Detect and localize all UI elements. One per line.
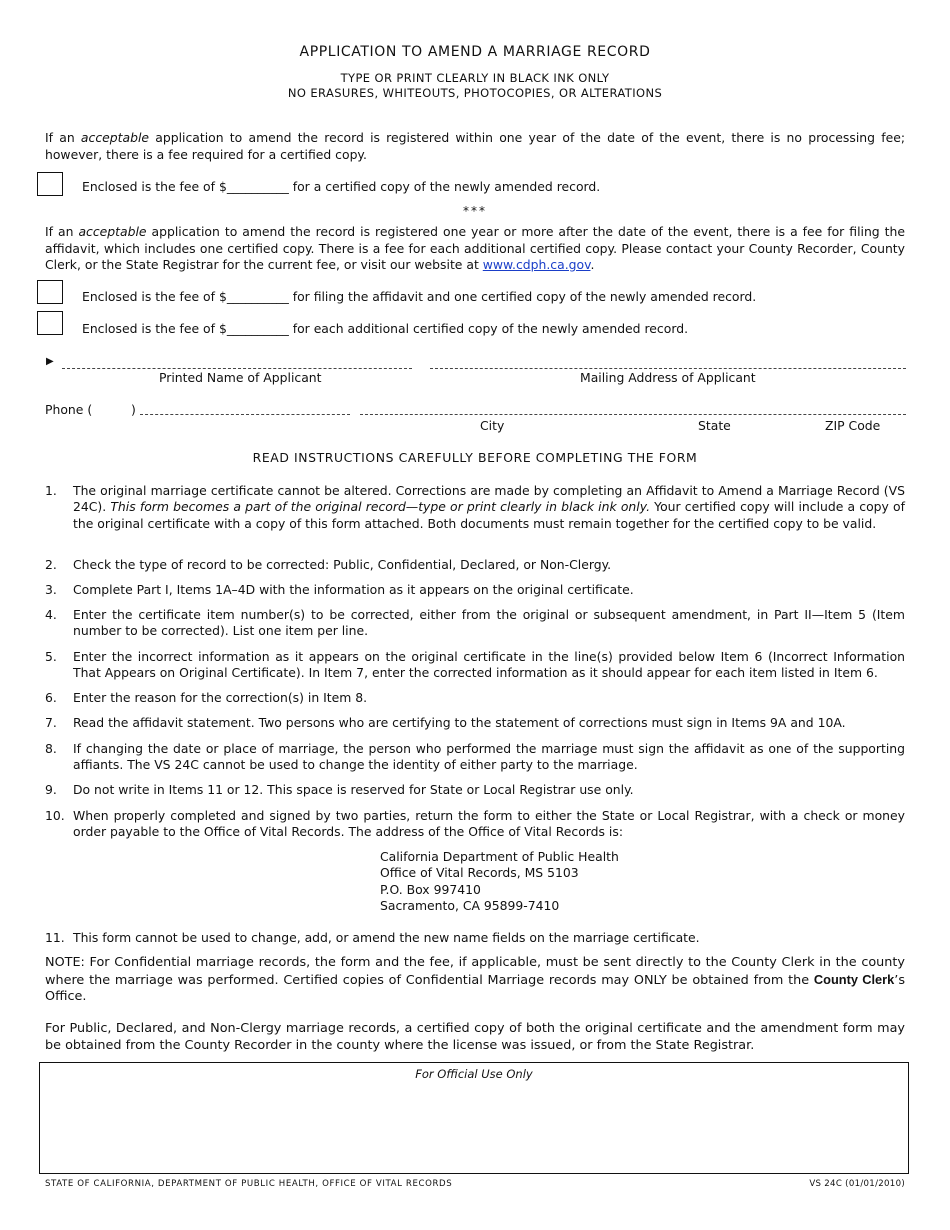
fee-label-additional-copy: Enclosed is the fee of $__________ for each additional certified copy of the newly amended record. (82, 321, 689, 336)
form-title: APPLICATION TO AMEND A MARRIAGE RECORD (299, 44, 651, 60)
instruction-item: 8. If changing the date or place of marriage, the person who performed the marriage must sign the affidavit as one of the supporting affiants. The VS 24C cannot be used to change the identity of either party to the marriage. (45, 741, 905, 773)
city-state-zip-field[interactable] (360, 414, 906, 415)
instruction-item: 3. Complete Part I, Items 1A–4D with the information as it appears on the original certificate. (45, 582, 634, 597)
fee-paragraph-after-year: If an acceptable application to amend the record is registered one year or more after the date of the event, there is a fee for filing the affidavit, which includes one certified copy. There is a fee for each additional certified copy. Please contact your County Recorder, County Clerk, or the State Registrar for the current fee, or visit our website at www.cdph.ca.gov. (45, 224, 905, 272)
phone-field[interactable] (140, 414, 350, 415)
note-confidential: NOTE: For Confidential marriage records, the form and the fee, if applicable, must be sent directly to the County Clerk in the county where the marriage was performed. Certified copies of Confidential Marriage records may ONLY be obtained from the County Clerk’s Office. (45, 955, 906, 1004)
fee-checkbox-certified-copy[interactable] (37, 172, 63, 196)
footer-form-number: VS 24C (01/01/2010) (809, 1179, 905, 1189)
instruction-item: 9. Do not write in Items 11 or 12. This space is reserved for State or Local Registrar use only. (45, 782, 634, 797)
instruction-item: 10. When properly completed and signed by two parties, return the form to either the State or Local Registrar, with a check or money order payable to the Office of Vital Records. The address of the Office of Vital Records is: (45, 808, 905, 840)
official-use-label: For Official Use Only (415, 1067, 533, 1081)
arrow-icon: ▶ (46, 356, 54, 367)
instruction-item: 4. Enter the certificate item number(s) to be corrected, either from the original or subsequent amendment, in Part II—Item 5 (Item number to be corrected). List one item per line. (45, 607, 905, 639)
zip-label: ZIP Code (825, 418, 881, 433)
address-line: P.O. Box 997410 (380, 881, 481, 897)
instruction-item: 2. Check the type of record to be corrected: Public, Confidential, Declared, or Non-Clergy. (45, 557, 612, 572)
separator-stars: *** (463, 204, 487, 218)
subtitle-ink: TYPE OR PRINT CLEARLY IN BLACK INK ONLY (340, 71, 610, 85)
printed-name-field[interactable] (62, 368, 412, 369)
instruction-item: 7. Read the affidavit statement. Two persons who are certifying to the statement of corrections must sign in Items 9A and 10A. (45, 715, 846, 730)
instruction-item: 6. Enter the reason for the correction(s) in Item 8. (45, 690, 368, 705)
printed-name-label: Printed Name of Applicant (159, 370, 322, 385)
address-line: Office of Vital Records, MS 5103 (380, 865, 579, 881)
note-public-records: For Public, Declared, and Non-Clergy marriage records, a certified copy of both the original certificate and the amendment form may be obtained from the County Recorder in the county where the license was issued, or from the State Registrar. (45, 1021, 905, 1053)
address-line: Sacramento, CA 95899-7410 (380, 898, 560, 914)
state-label: State (698, 418, 731, 433)
address-line: California Department of Public Health (380, 849, 619, 864)
mailing-address-field[interactable] (430, 368, 906, 369)
footer-agency: STATE OF CALIFORNIA, DEPARTMENT OF PUBLIC HEALTH, OFFICE OF VITAL RECORDS (45, 1179, 453, 1189)
phone-close-paren: ) (131, 402, 136, 417)
fee-label-certified-copy: Enclosed is the fee of $__________ for a certified copy of the newly amended record. (82, 179, 601, 194)
cdph-website-link[interactable]: www.cdph.ca.gov (482, 257, 591, 272)
instruction-item: 1. The original marriage certificate cannot be altered. Corrections are made by completing an Affidavit to Amend a Marriage Record (VS 24C). This form becomes a part of the original record—type or print clearly in black ink only. Your certified copy will include a copy of the original certificate with a copy of this form attached. Both documents must remain together for the certified copy to be valid. (45, 483, 905, 531)
fee-checkbox-additional-copy[interactable] (37, 311, 63, 335)
subtitle-no-erasures: NO ERASURES, WHITEOUTS, PHOTOCOPIES, OR ALTERATIONS (287, 86, 663, 100)
fee-paragraph-within-year: If an acceptable application to amend the record is registered within one year of the date of the event, there is no processing fee; however, there is a fee required for a certified copy. (45, 130, 905, 162)
fee-label-affidavit: Enclosed is the fee of $__________ for filing the affidavit and one certified copy of the newly amended record. (82, 289, 757, 304)
vital-records-address (380, 849, 619, 915)
instruction-item: 11. This form cannot be used to change, add, or amend the new name fields on the marriage certificate. (45, 930, 700, 945)
city-label: City (480, 418, 505, 433)
official-use-box (39, 1062, 909, 1174)
mailing-address-label: Mailing Address of Applicant (580, 370, 756, 385)
instructions-heading: READ INSTRUCTIONS CAREFULLY BEFORE COMPLETING THE FORM (252, 450, 698, 465)
fee-checkbox-affidavit[interactable] (37, 280, 63, 304)
instruction-item: 5. Enter the incorrect information as it appears on the original certificate in the line(s) provided below Item 6 (Incorrect Information That Appears on Original Certificate). In Item 7, enter the corrected information as it should appear for each item listed in Item 6. (45, 649, 905, 681)
phone-label: Phone ( (45, 402, 93, 417)
